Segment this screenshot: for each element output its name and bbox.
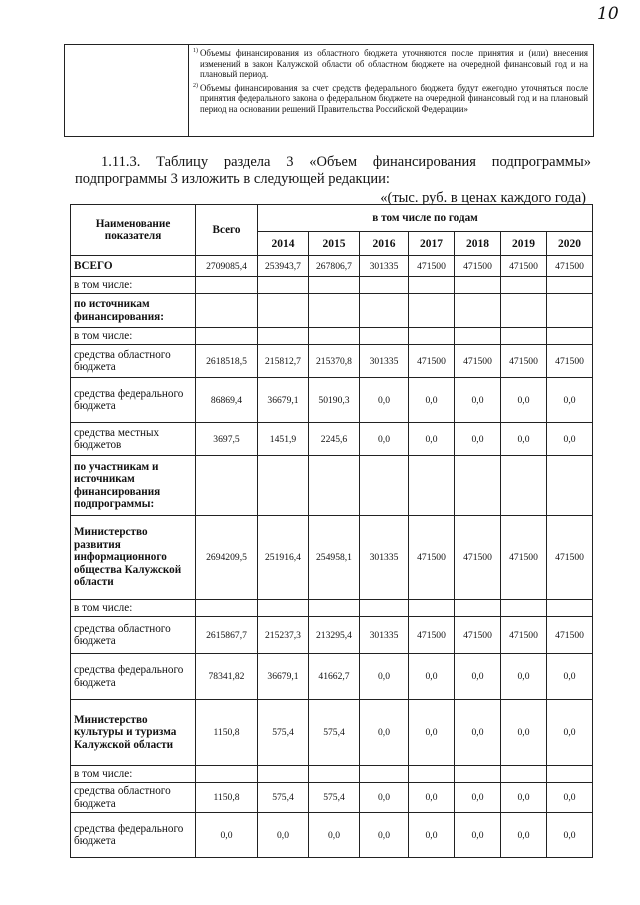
- row-year-value: [258, 766, 309, 783]
- row-year-value: 253943,7: [258, 256, 309, 277]
- row-year-value: 0,0: [455, 378, 501, 423]
- table-row: [71, 654, 593, 700]
- row-year-value: [360, 766, 409, 783]
- row-year-value: [547, 456, 593, 516]
- row-year-value: [258, 294, 309, 328]
- row-year-value: 575,4: [258, 700, 309, 766]
- row-year-value: 471500: [501, 345, 547, 378]
- row-year-value: 0,0: [455, 423, 501, 456]
- table-row: [71, 294, 593, 328]
- paragraph-word: 1.11.3.: [101, 154, 141, 170]
- row-year-value: 471500: [455, 345, 501, 378]
- row-year-value: 0,0: [258, 813, 309, 858]
- row-name: Министерство развития информационного общества Калужской области: [71, 516, 196, 600]
- row-year-value: 575,4: [258, 783, 309, 813]
- row-total: 2618518,5: [196, 345, 258, 378]
- row-year-value: [309, 600, 360, 617]
- row-year-value: 471500: [547, 516, 593, 600]
- table-row: [71, 328, 593, 345]
- row-year-value: 0,0: [409, 654, 455, 700]
- row-year-value: [501, 328, 547, 345]
- paragraph-word: раздела: [223, 154, 271, 170]
- header-year: 2014: [258, 232, 309, 256]
- row-total: [196, 600, 258, 617]
- row-year-value: 0,0: [360, 783, 409, 813]
- row-year-value: [258, 600, 309, 617]
- row-year-value: 575,4: [309, 700, 360, 766]
- header-name: Наименование показателя: [71, 205, 196, 256]
- row-total: 3697,5: [196, 423, 258, 456]
- row-year-value: 0,0: [455, 700, 501, 766]
- row-year-value: 0,0: [501, 423, 547, 456]
- row-year-value: 0,0: [501, 700, 547, 766]
- header-year: 2015: [309, 232, 360, 256]
- row-name: средства федерального бюджета: [71, 654, 196, 700]
- row-name: по источникам финансирования:: [71, 294, 196, 328]
- row-year-value: [258, 328, 309, 345]
- row-year-value: [547, 277, 593, 294]
- row-year-value: [309, 277, 360, 294]
- row-year-value: 301335: [360, 256, 409, 277]
- paragraph-word: финансирования: [372, 154, 476, 170]
- row-year-value: 0,0: [409, 378, 455, 423]
- row-year-value: [501, 456, 547, 516]
- footnote-mark: 1): [193, 48, 198, 54]
- table-row: [71, 766, 593, 783]
- paragraph-line-1: [75, 154, 591, 171]
- row-year-value: [409, 600, 455, 617]
- page-number: 10: [597, 4, 619, 24]
- table-row: [71, 813, 593, 858]
- row-year-value: 0,0: [501, 654, 547, 700]
- header-total: Всего: [196, 205, 258, 256]
- row-year-value: [360, 294, 409, 328]
- row-total: 0,0: [196, 813, 258, 858]
- paragraph-word: подпрограммы»: [491, 154, 591, 170]
- row-total: 1150,8: [196, 783, 258, 813]
- row-total: 1150,8: [196, 700, 258, 766]
- row-year-value: [360, 456, 409, 516]
- row-year-value: 41662,7: [309, 654, 360, 700]
- table-row: [71, 700, 593, 766]
- row-year-value: [309, 294, 360, 328]
- row-year-value: 0,0: [455, 813, 501, 858]
- row-year-value: [547, 766, 593, 783]
- table-row: [71, 277, 593, 294]
- row-year-value: [501, 277, 547, 294]
- paragraph-word: «Объем: [309, 154, 358, 170]
- table-row: [71, 345, 593, 378]
- table-row: [71, 256, 593, 277]
- table-row: [71, 423, 593, 456]
- row-year-value: 0,0: [409, 783, 455, 813]
- row-year-value: 471500: [409, 345, 455, 378]
- header-by-years: в том числе по годам: [258, 205, 593, 232]
- row-total: [196, 766, 258, 783]
- paragraph-line-2: подпрограммы 3 изложить в следующей редакции:: [75, 171, 390, 187]
- row-name: средства областного бюджета: [71, 345, 196, 378]
- row-year-value: 0,0: [360, 654, 409, 700]
- row-year-value: 0,0: [547, 423, 593, 456]
- row-total: 2709085,4: [196, 256, 258, 277]
- row-year-value: [258, 456, 309, 516]
- amendment-paragraph: [75, 154, 591, 188]
- row-year-value: [409, 328, 455, 345]
- row-year-value: 471500: [547, 617, 593, 654]
- row-year-value: [455, 600, 501, 617]
- footnote-2: [193, 83, 588, 115]
- row-name: средства областного бюджета: [71, 783, 196, 813]
- row-year-value: 471500: [501, 516, 547, 600]
- row-year-value: [455, 277, 501, 294]
- row-year-value: 2245,6: [309, 423, 360, 456]
- row-name: в том числе:: [71, 600, 196, 617]
- header-year: 2017: [409, 232, 455, 256]
- footnotes-block: [64, 44, 594, 137]
- row-year-value: [409, 766, 455, 783]
- row-year-value: 1451,9: [258, 423, 309, 456]
- row-year-value: 471500: [547, 345, 593, 378]
- table-row: [71, 617, 593, 654]
- row-year-value: 254958,1: [309, 516, 360, 600]
- row-year-value: [455, 328, 501, 345]
- row-total: [196, 294, 258, 328]
- row-total: 78341,82: [196, 654, 258, 700]
- row-year-value: 251916,4: [258, 516, 309, 600]
- table-row: [71, 516, 593, 600]
- row-year-value: 0,0: [455, 783, 501, 813]
- row-year-value: [360, 328, 409, 345]
- units-note: «(тыс. руб. в ценах каждого года): [380, 190, 586, 206]
- row-year-value: 301335: [360, 345, 409, 378]
- row-total: 2694209,5: [196, 516, 258, 600]
- row-year-value: [547, 294, 593, 328]
- row-year-value: 471500: [455, 256, 501, 277]
- row-year-value: 471500: [409, 256, 455, 277]
- row-year-value: [409, 294, 455, 328]
- row-total: [196, 328, 258, 345]
- header-year: 2020: [547, 232, 593, 256]
- row-name: по участникам и источникам финансирования подпрограммы:: [71, 456, 196, 516]
- row-year-value: 0,0: [501, 783, 547, 813]
- row-year-value: 0,0: [547, 813, 593, 858]
- row-name: Министерство культуры и туризма Калужской области: [71, 700, 196, 766]
- row-year-value: 0,0: [547, 378, 593, 423]
- row-year-value: [258, 277, 309, 294]
- row-year-value: 301335: [360, 617, 409, 654]
- footnotes-cell: [189, 45, 594, 137]
- row-year-value: [309, 766, 360, 783]
- row-name: в том числе:: [71, 328, 196, 345]
- row-year-value: 471500: [409, 516, 455, 600]
- row-total: 86869,4: [196, 378, 258, 423]
- header-year: 2018: [455, 232, 501, 256]
- footnotes-empty-cell: [65, 45, 189, 137]
- row-year-value: [455, 766, 501, 783]
- table-row: [71, 783, 593, 813]
- row-year-value: 301335: [360, 516, 409, 600]
- row-year-value: 471500: [501, 256, 547, 277]
- table-row: [71, 456, 593, 516]
- row-year-value: 0,0: [455, 654, 501, 700]
- row-year-value: 0,0: [309, 813, 360, 858]
- table-row: [71, 378, 593, 423]
- row-year-value: [309, 456, 360, 516]
- row-year-value: [360, 277, 409, 294]
- row-year-value: [309, 328, 360, 345]
- row-year-value: 267806,7: [309, 256, 360, 277]
- row-year-value: 471500: [409, 617, 455, 654]
- row-total: [196, 277, 258, 294]
- footnote-text: Объемы финансирования за счет средств федерального бюджета будут ежегодно уточняться после принятия федерального закона о федеральном бюджете на очередной финансовый год и на плановый период на основании решений Правительства Российской Федерации»: [200, 82, 588, 114]
- row-year-value: [547, 600, 593, 617]
- row-name: средства местных бюджетов: [71, 423, 196, 456]
- row-year-value: 215370,8: [309, 345, 360, 378]
- header-year: 2019: [501, 232, 547, 256]
- row-year-value: [547, 328, 593, 345]
- row-name: ВСЕГО: [71, 256, 196, 277]
- footnote-mark: 2): [193, 82, 198, 89]
- row-year-value: 471500: [501, 617, 547, 654]
- row-year-value: [360, 600, 409, 617]
- row-year-value: 0,0: [409, 423, 455, 456]
- row-total: 2615867,7: [196, 617, 258, 654]
- paragraph-word: Таблицу: [156, 154, 209, 170]
- row-year-value: 215812,7: [258, 345, 309, 378]
- row-year-value: 0,0: [501, 813, 547, 858]
- row-year-value: 471500: [455, 516, 501, 600]
- row-name: в том числе:: [71, 766, 196, 783]
- row-year-value: 0,0: [547, 783, 593, 813]
- row-year-value: [455, 456, 501, 516]
- row-year-value: [409, 456, 455, 516]
- row-year-value: 0,0: [409, 700, 455, 766]
- row-year-value: 0,0: [547, 700, 593, 766]
- row-year-value: 36679,1: [258, 654, 309, 700]
- row-year-value: 0,0: [360, 378, 409, 423]
- row-year-value: 215237,3: [258, 617, 309, 654]
- row-name: средства областного бюджета: [71, 617, 196, 654]
- paragraph-word: 3: [286, 154, 294, 170]
- row-year-value: 471500: [547, 256, 593, 277]
- row-year-value: [501, 766, 547, 783]
- row-year-value: 471500: [455, 617, 501, 654]
- row-year-value: 213295,4: [309, 617, 360, 654]
- row-year-value: 0,0: [501, 378, 547, 423]
- row-year-value: 0,0: [547, 654, 593, 700]
- row-name: средства федерального бюджета: [71, 813, 196, 858]
- header-year: 2016: [360, 232, 409, 256]
- footnote-1: [193, 48, 588, 80]
- row-name: в том числе:: [71, 277, 196, 294]
- row-year-value: 36679,1: [258, 378, 309, 423]
- row-year-value: [455, 294, 501, 328]
- row-year-value: 0,0: [360, 700, 409, 766]
- row-year-value: 0,0: [360, 423, 409, 456]
- row-year-value: 575,4: [309, 783, 360, 813]
- footnote-text: Объемы финансирования из областного бюджета уточняются после принятия и (или) внесения изменений в закон Калужской области об областном бюджете на очередной финансовый год и на плановый период.: [200, 48, 588, 80]
- row-year-value: 0,0: [360, 813, 409, 858]
- row-name: средства федерального бюджета: [71, 378, 196, 423]
- row-year-value: [501, 600, 547, 617]
- row-year-value: [409, 277, 455, 294]
- table-row: [71, 600, 593, 617]
- row-total: [196, 456, 258, 516]
- row-year-value: [501, 294, 547, 328]
- row-year-value: 50190,3: [309, 378, 360, 423]
- row-year-value: 0,0: [409, 813, 455, 858]
- financing-table: [70, 204, 593, 858]
